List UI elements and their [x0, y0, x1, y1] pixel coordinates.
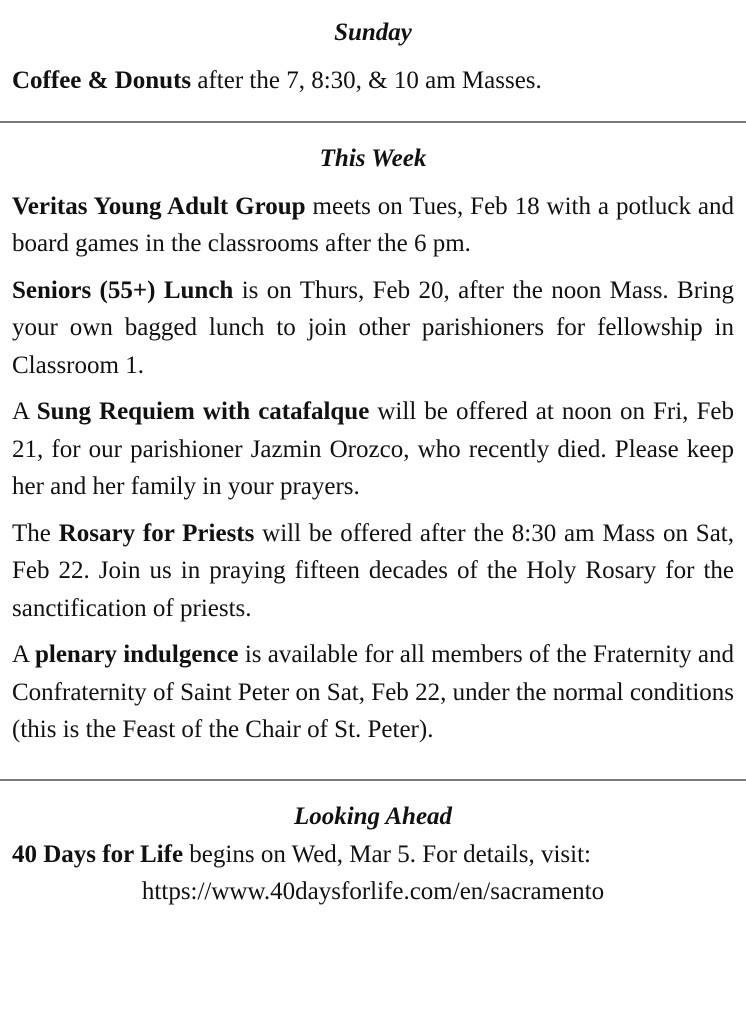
- announcement-veritas-group: [12, 188, 734, 263]
- announcement-rosary-for-priests: [12, 515, 734, 628]
- announcement-title: plenary indulgence: [34, 641, 239, 668]
- section-this-week: [0, 123, 746, 749]
- section-heading-sunday: Sunday: [334, 19, 412, 46]
- section-looking-ahead: [0, 781, 746, 911]
- announcement-text: will be offered after the 8:30 am Mass on Sat, Feb 22. Join us in praying fifteen decades of the Holy Rosary for the sanctification of priests.: [12, 519, 734, 622]
- announcement-text: is available for all members of the Fraternity and Confraternity of Saint Peter on Sat, Feb 22, under the normal conditions (this is the Feast of the Chair of St. Peter).: [12, 641, 734, 743]
- announcement-lead: The: [12, 519, 59, 547]
- announcement-coffee-donuts: [12, 62, 734, 100]
- announcement-title: Rosary for Priests: [58, 519, 255, 547]
- announcement-title: Sung Requiem with catafalque: [36, 398, 370, 425]
- url-40-days-for-life: https://www.40daysforlife.com/en/sacramento: [141, 878, 605, 905]
- announcement-text: will be offered at noon on Fri, Feb 21, for our parishioner Jazmin Orozco, who recently died. Please keep her and her family in your prayers.: [12, 398, 734, 500]
- announcement-title: 40 Days for Life: [12, 840, 184, 868]
- announcement-plenary-indulgence: [12, 636, 734, 749]
- announcement-text: meets on Tues, Feb 18 with a potluck and board games in the classrooms after the 6 pm.: [12, 192, 734, 257]
- announcement-text: begins on Wed, Mar 5. For details, visit:: [183, 840, 591, 868]
- announcement-40-days-for-life: [12, 836, 734, 874]
- announcement-text: after the 7, 8:30, & 10 am Masses.: [191, 67, 542, 94]
- section-heading-looking-ahead: Looking Ahead: [293, 802, 453, 830]
- section-sunday: [0, 0, 746, 100]
- announcement-text: is on Thurs, Feb 20, after the noon Mass. Bring your own bagged lunch to join other parishioners for fellowship in Classroom 1.: [12, 276, 735, 379]
- announcement-title: Veritas Young Adult Group: [12, 192, 306, 220]
- announcement-sung-requiem: [12, 393, 734, 506]
- announcement-lead: A: [12, 641, 35, 668]
- section-heading-this-week: This Week: [319, 144, 427, 172]
- announcement-seniors-lunch: [12, 272, 734, 385]
- announcement-title: Seniors (55+) Lunch: [12, 276, 234, 304]
- announcement-title: Coffee & Donuts: [12, 67, 192, 94]
- announcement-lead: A: [12, 398, 37, 425]
